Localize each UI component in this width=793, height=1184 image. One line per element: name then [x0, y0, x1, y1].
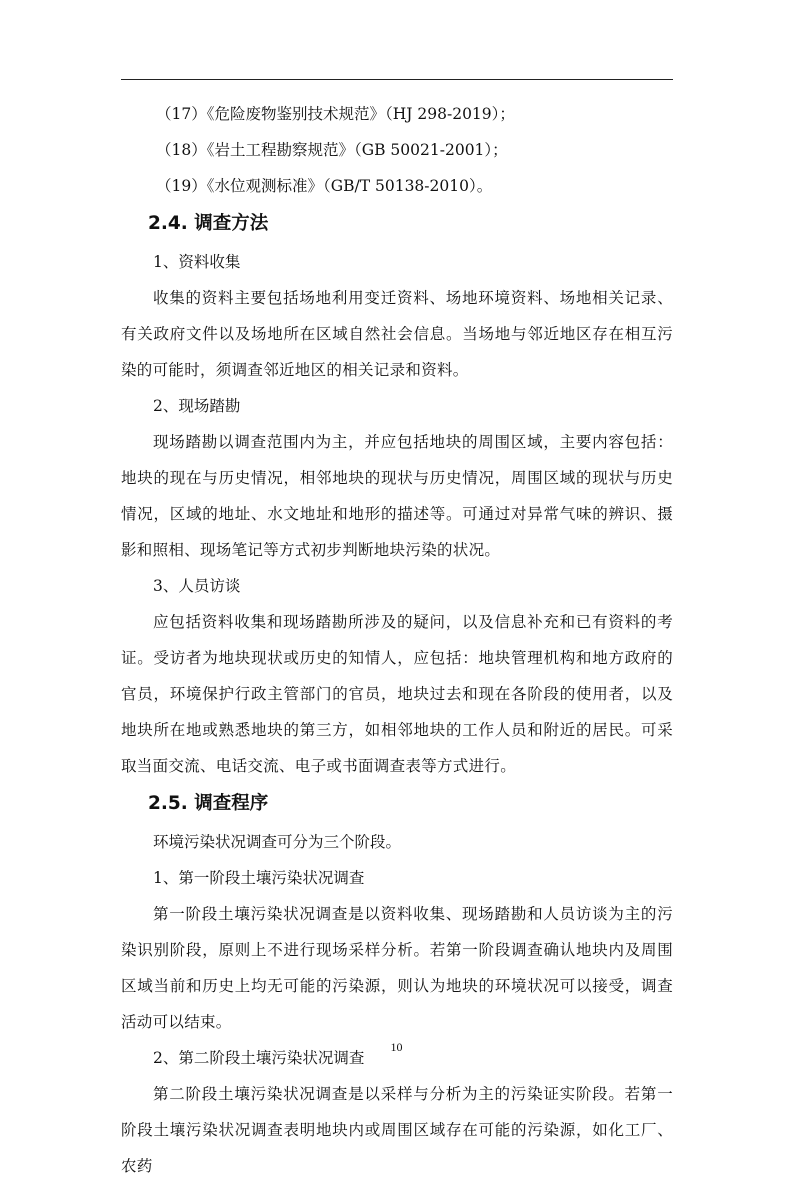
paragraph-phase-one: 第一阶段土壤污染状况调查是以资料收集、现场踏勘和人员访谈为主的污染识别阶段，原则上不进行现场采样分析。若第一阶段调查确认地块内及周围区域当前和历史上均无可能的污染源，则认为地块的环境状况可以接受，调查活动可以结束。 [121, 905, 673, 1031]
subheading-site-survey: 2、现场踏勘 [153, 397, 241, 415]
paragraph-interviews: 应包括资料收集和现场踏勘所涉及的疑问，以及信息补充和已有资料的考证。受访者为地块现状或历史的知情人，应包括：地块管理机构和地方政府的官员，环境保护行政主管部门的官员，地块过去和现在各阶段的使用者，以及地块所在地或熟悉地块的第三方，如相邻地块的工作人员和附近的居民。可采取当面交流、电话交流、电子或书面调查表等方式进行。 [121, 613, 673, 775]
section-heading-2-5: 2.5. 调查程序 [148, 793, 269, 814]
reference-item: （18）《岩土工程勘察规范》（GB 50021-2001）； [156, 141, 508, 159]
header-rule [121, 79, 673, 80]
reference-item: （17）《危险废物鉴别技术规范》（HJ 298-2019）； [156, 105, 515, 123]
paragraph-procedure-intro: 环境污染状况调查可分为三个阶段。 [153, 833, 402, 851]
subheading-phase-one: 1、第一阶段土壤污染状况调查 [153, 869, 365, 887]
paragraph-site-survey: 现场踏勘以调查范围内为主，并应包括地块的周围区域，主要内容包括：地块的现在与历史情况，相邻地块的现状与历史情况，周围区域的现状与历史情况，区域的地址、水文地址和地形的描述等。可通过对异常气味的辨识、摄影和照相、现场笔记等方式初步判断地块污染的状况。 [121, 433, 673, 559]
page-content [121, 96, 673, 1184]
section-heading-2-4: 2.4. 调查方法 [148, 213, 269, 234]
subheading-interviews: 3、人员访谈 [153, 577, 241, 595]
paragraph-data-collection: 收集的资料主要包括场地利用变迁资料、场地环境资料、场地相关记录、有关政府文件以及场地所在区域自然社会信息。当场地与邻近地区存在相互污染的可能时，须调查邻近地区的相关记录和资料。 [121, 289, 673, 379]
subheading-data-collection: 1、资料收集 [153, 253, 241, 271]
subheading-phase-two: 2、第二阶段土壤污染状况调查 [153, 1049, 365, 1067]
reference-item: （19）《水位观测标准》（GB/T 50138-2010）。 [156, 177, 493, 195]
paragraph-phase-two: 第二阶段土壤污染状况调查是以采样与分析为主的污染证实阶段。若第一阶段土壤污染状况调查表明地块内或周围区域存在可能的污染源，如化工厂、农药 [121, 1085, 673, 1175]
page-number: 10 [390, 1040, 403, 1054]
